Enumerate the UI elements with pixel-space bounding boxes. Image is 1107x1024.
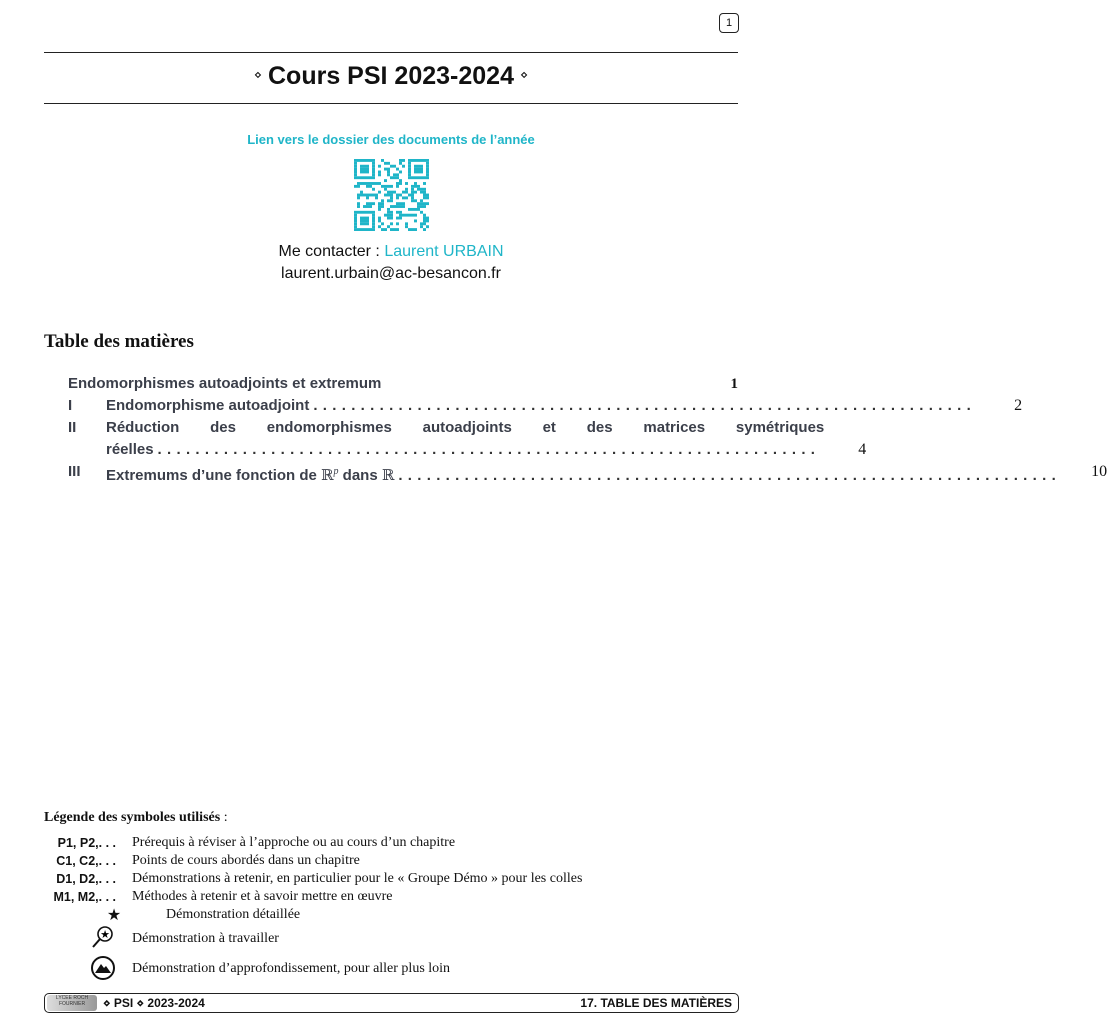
contact-label: Me contacter : — [278, 243, 385, 260]
toc-section-ii[interactable] — [68, 417, 867, 461]
leader-dots: ...................................................................... — [313, 397, 977, 414]
real-set-symbol: ℝ — [381, 466, 395, 484]
legend-text: Démonstrations à retenir, en particulier pour le « Groupe Démo » pour les colles — [132, 871, 583, 886]
legend-row — [44, 834, 738, 852]
svg-text:★: ★ — [100, 927, 110, 941]
star-icon: ★ — [106, 907, 122, 924]
diamond-icon: ⋄ — [136, 996, 145, 1010]
legend-symbol: M1, M2,. . . — [53, 890, 116, 904]
page-footer — [44, 993, 739, 1013]
diamond-icon: ⋄ — [253, 67, 262, 83]
toc-section-iii[interactable] — [68, 461, 1107, 487]
section-number: I — [68, 397, 73, 414]
contact-name-link[interactable]: Laurent URBAIN — [384, 243, 504, 260]
legend-symbol — [44, 955, 116, 984]
top-rule — [44, 52, 738, 53]
section-page: 10 — [1091, 463, 1107, 480]
section-title — [106, 461, 394, 487]
legend-row — [44, 888, 738, 906]
legend-text: Prérequis à réviser à l’approche ou au cours d’un chapitre — [132, 835, 456, 850]
legend-row — [44, 906, 738, 924]
legend-row — [44, 870, 738, 888]
title-text: Cours PSI 2023-2024 — [268, 62, 514, 90]
leader-dots: ...................................................................... — [398, 467, 1062, 484]
section-page: 2 — [1014, 397, 1023, 414]
footer-year: 2023-2024 — [147, 996, 205, 1010]
legend-text: Points de cours abordés dans un chapitre — [132, 853, 360, 868]
legend-title-text: Légende des symboles utilisés — [44, 810, 221, 825]
diamond-icon: ⋄ — [103, 996, 111, 1010]
section-title-part: Extremums d’une fonction de — [106, 467, 322, 484]
legend-row — [44, 924, 738, 954]
diamond-icon: ⋄ — [519, 67, 529, 83]
section-number: III — [68, 463, 81, 480]
legend-text: Démonstration à travailler — [132, 931, 279, 946]
exponent-p: p — [333, 466, 339, 477]
section-title-line2: réelles — [106, 441, 154, 458]
circle-mountain-icon — [90, 955, 116, 981]
documents-link[interactable]: Lien vers le dossier des documents de l’année — [247, 132, 535, 147]
contact-block — [44, 241, 738, 285]
school-logo: LYCEE ROCH FOURNIER — [47, 995, 97, 1011]
legend-symbol: C1, C2,. . . — [56, 854, 116, 868]
legend-symbol: D1, D2,. . . — [56, 872, 116, 886]
section-title-line1: Réduction des endomorphismes autoadjoints et des matrices symétriques — [106, 419, 825, 436]
contact-email: laurent.urbain@ac-besancon.fr — [281, 265, 501, 282]
page-title — [44, 62, 738, 91]
table-of-contents — [68, 373, 1107, 487]
magnifier-star-icon — [90, 925, 116, 951]
page-number: 1 — [719, 13, 739, 33]
legend-text: Démonstration d’approfondissement, pour aller plus loin — [132, 961, 451, 976]
toc-heading: Table des matières — [44, 331, 194, 352]
legend-text: Démonstration détaillée — [166, 907, 301, 922]
toc-section-i[interactable] — [68, 395, 1023, 417]
chapter-title: Endomorphismes autoadjoints et extremum — [68, 375, 382, 392]
legend-text: Méthodes à retenir et à savoir mettre en œuvre — [132, 889, 393, 904]
symbol-legend — [44, 810, 738, 984]
legend-row — [44, 852, 738, 870]
section-page: 4 — [858, 441, 867, 458]
legend-row — [44, 954, 738, 984]
legend-title-suffix: : — [220, 810, 228, 825]
leader-dots: ...................................................................... — [157, 441, 821, 458]
footer-chapter: 17. TABLE DES MATIÈRES — [580, 996, 732, 1010]
real-set-symbol: ℝ — [321, 466, 334, 484]
footer-psi: PSI — [113, 996, 134, 1010]
chapter-page: 1 — [730, 376, 738, 392]
qr-code-icon[interactable] — [354, 159, 429, 231]
section-number: II — [68, 419, 77, 436]
toc-chapter[interactable] — [68, 373, 738, 395]
section-title: Endomorphisme autoadjoint — [106, 397, 310, 414]
footer-course — [103, 996, 205, 1010]
legend-title — [44, 810, 738, 826]
legend-symbol — [44, 925, 116, 954]
legend-symbol: P1, P2,. . . — [57, 836, 116, 850]
title-rule — [44, 103, 738, 104]
section-title-part: dans — [338, 467, 382, 484]
